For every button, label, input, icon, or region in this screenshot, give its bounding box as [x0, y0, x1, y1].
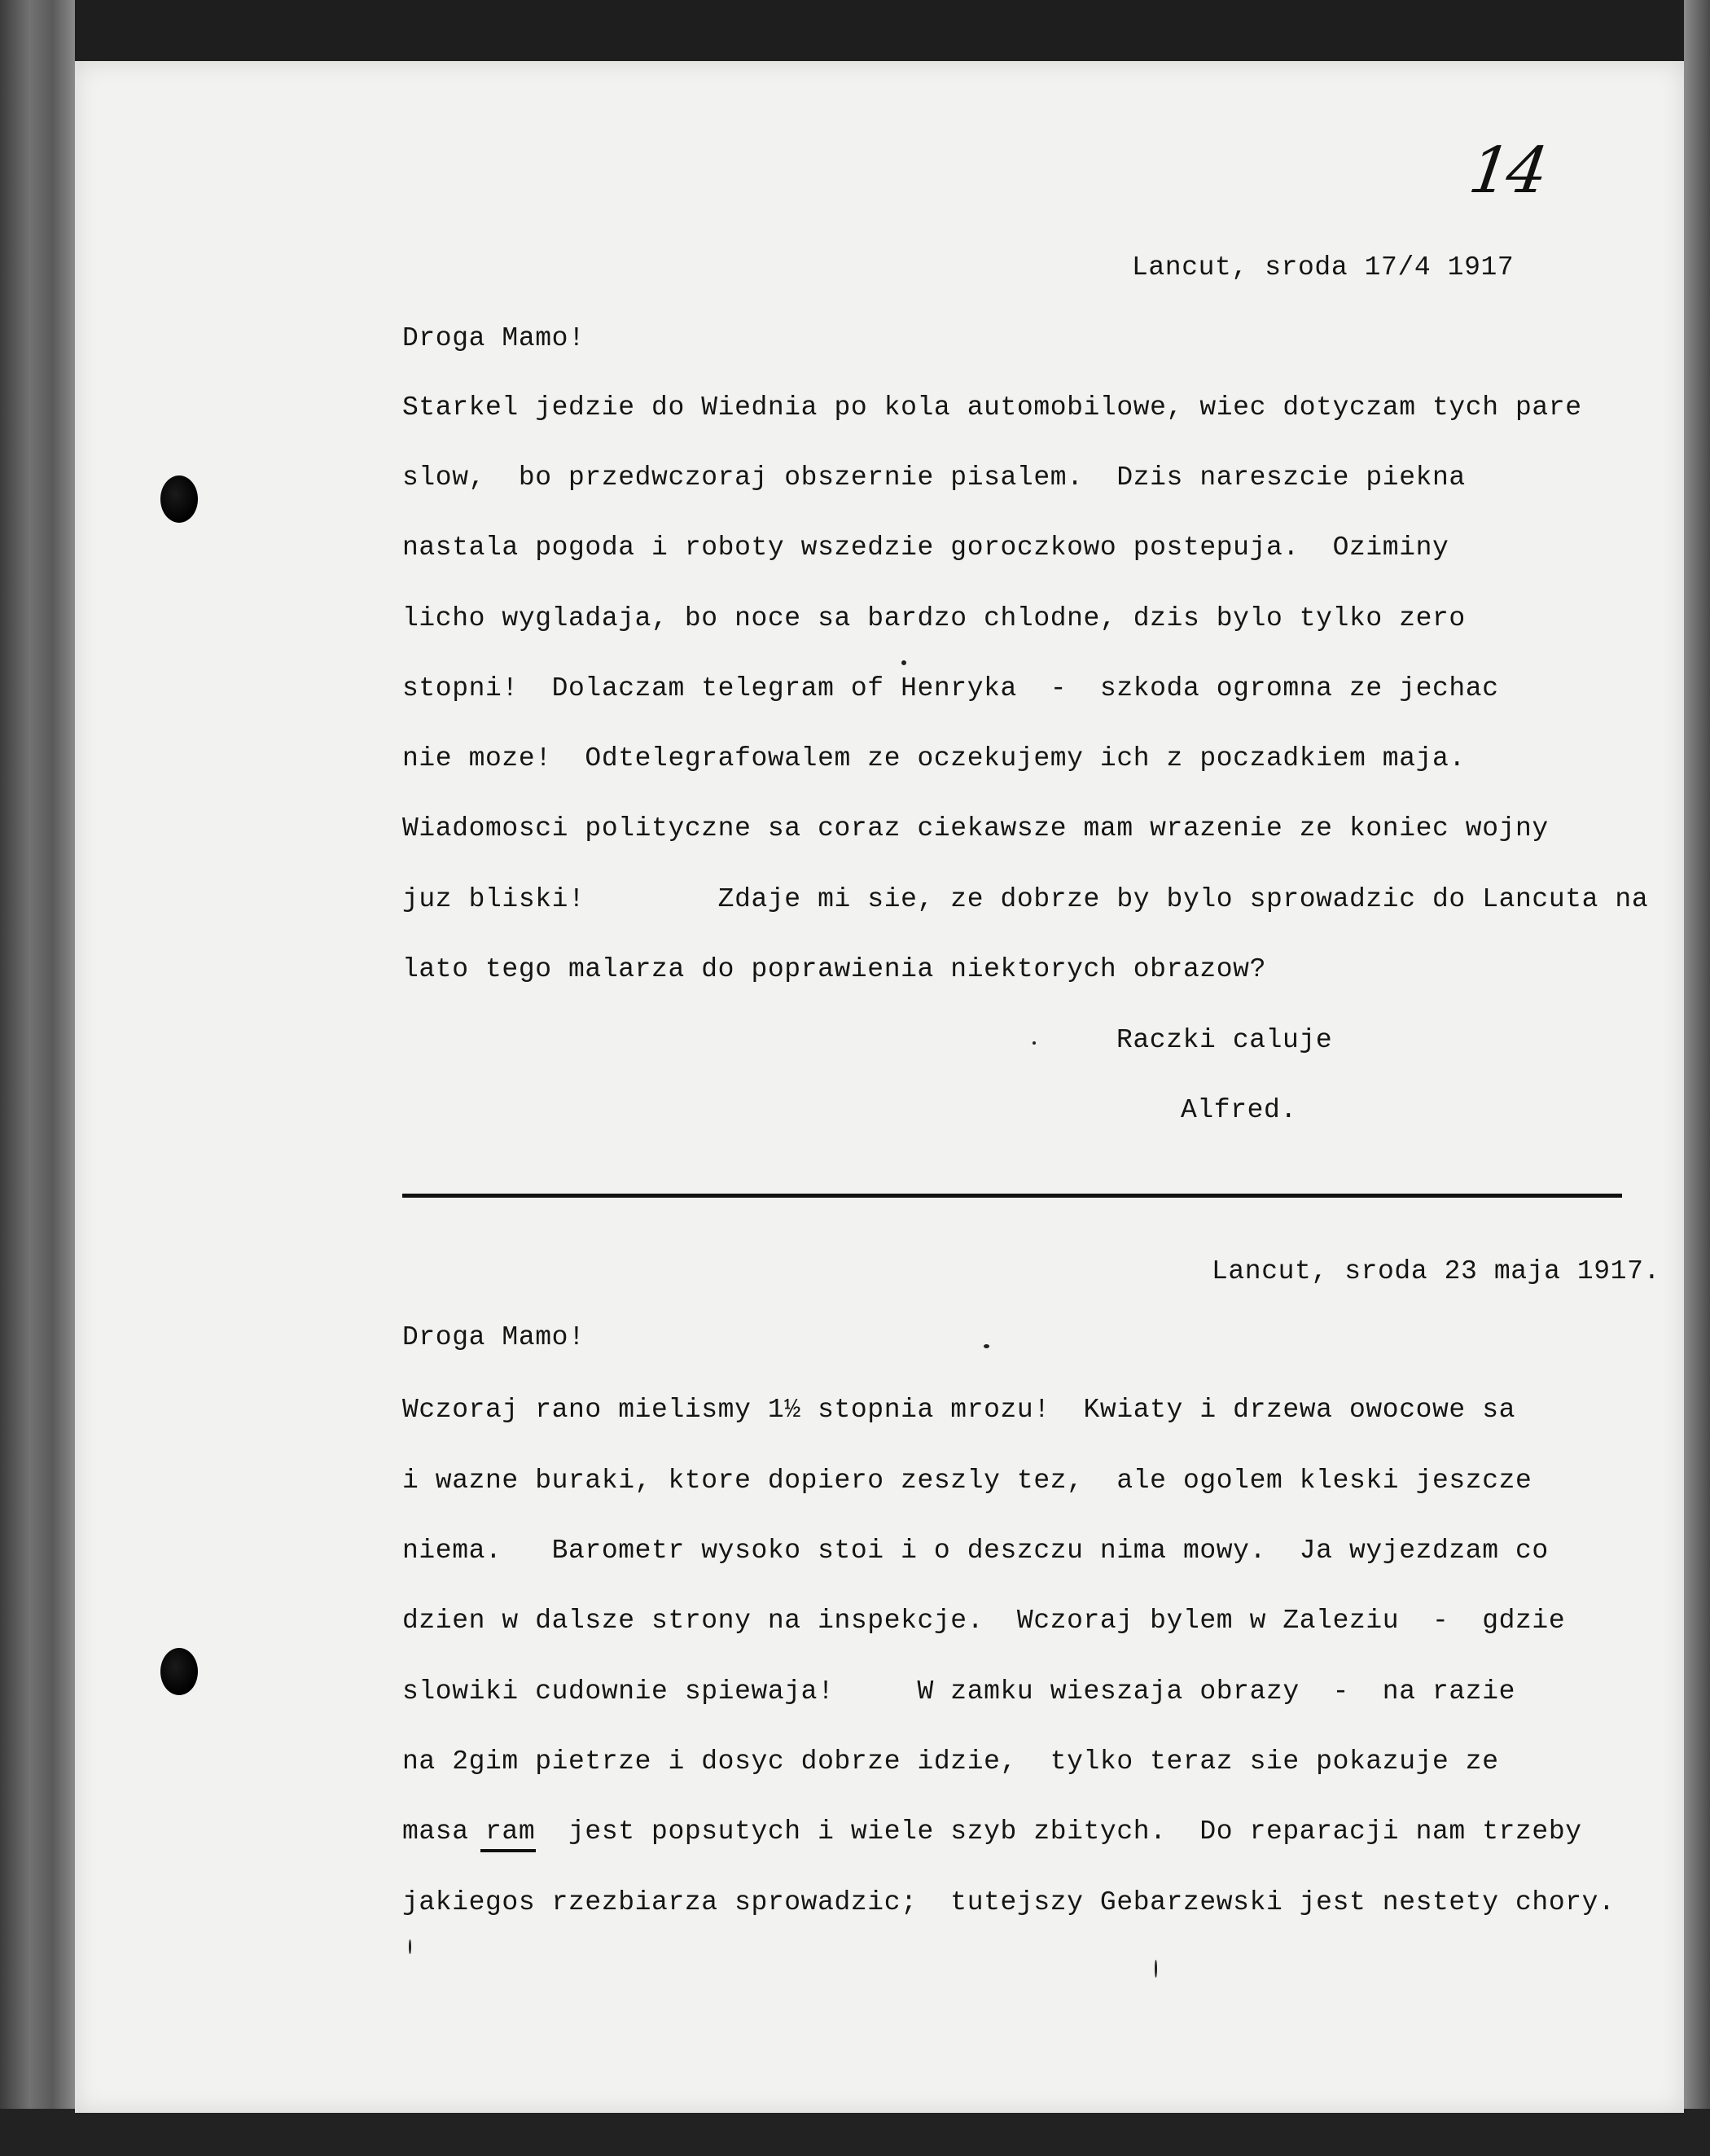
scan-speck — [984, 1344, 989, 1348]
letter2-body-line: masa ram jest popsutych i wiele szyb zbitych. Do reparacji nam trzeby — [402, 1816, 1582, 1847]
letter2-body-line: dzien w dalsze strony na inspekcje. Wczoraj bylem w Zaleziu - gdzie — [402, 1606, 1566, 1636]
letter1-signature: Alfred. — [1181, 1095, 1297, 1125]
page-number: 14 — [1464, 134, 1550, 208]
letter2-body-line: na 2gim pietrze i dosyc dobrze idzie, tylko teraz sie pokazuje ze — [402, 1746, 1499, 1777]
scan-border-left — [0, 0, 75, 2156]
letter2-body-line: i wazne buraki, ktore dopiero zeszly tez, ale ogolem kleski jeszcze — [402, 1466, 1532, 1496]
scan-speck — [901, 660, 906, 665]
punch-hole-top — [160, 475, 198, 523]
letter-divider — [402, 1194, 1622, 1198]
letter1-body-line: lato tego malarza do poprawienia niektorych obrazow? — [402, 954, 1266, 984]
scan-speck — [409, 1939, 411, 1954]
letter1-body-line: slow, bo przedwczoraj obszernie pisalem. Dzis nareszcie piekna — [402, 462, 1466, 493]
letter2-greeting: Droga Mamo! — [402, 1322, 585, 1352]
letter1-body-line: juz bliski! Zdaje mi sie, ze dobrze by bylo sprowadzic do Lancuta na — [402, 884, 1649, 914]
letter1-body-line: nie moze! Odtelegrafowalem ze oczekujemy ich z poczadkiem maja. — [402, 743, 1466, 773]
scan-speck — [1155, 1960, 1157, 1978]
letter2-body-line: slowiki cudownie spiewaja! W zamku wieszaja obrazy - na razie — [402, 1676, 1516, 1707]
punch-hole-bottom — [160, 1648, 198, 1695]
letter2-body-line: niema. Barometr wysoko stoi i o deszczu nima mowy. Ja wyjezdzam co — [402, 1536, 1549, 1566]
letter1-body-line: Starkel jedzie do Wiednia po kola automobilowe, wiec dotyczam tych pare — [402, 392, 1582, 423]
underline-ram — [480, 1849, 536, 1852]
letter1-body-line: Wiadomosci polityczne sa coraz ciekawsze mam wrazenie ze koniec wojny — [402, 813, 1549, 844]
letter2-body-line: Wczoraj rano mielismy 1½ stopnia mrozu! Kwiaty i drzewa owocowe sa — [402, 1395, 1516, 1425]
letter2-dateline: Lancut, sroda 23 maja 1917. — [1212, 1256, 1660, 1286]
letter1-dateline: Lancut, sroda 17/4 1917 — [1132, 252, 1515, 283]
scan-border-right — [1684, 0, 1710, 2156]
letter1-closing: Raczki caluje — [1116, 1025, 1333, 1055]
scan-border-bottom — [0, 2109, 1710, 2156]
letter2-body-line: jakiegos rzezbiarza sprowadzic; tutejszy Gebarzewski jest nestety chory. — [402, 1887, 1616, 1917]
scan-border-top — [0, 0, 1710, 65]
letter1-body-line: stopni! Dolaczam telegram of Henryka - szkoda ogromna ze jechac — [402, 673, 1499, 703]
scan-speck — [1033, 1041, 1036, 1045]
document-page — [75, 61, 1684, 2113]
letter1-body-line: licho wygladaja, bo noce sa bardzo chlodne, dzis bylo tylko zero — [402, 603, 1466, 633]
letter1-greeting: Droga Mamo! — [402, 323, 585, 353]
letter1-body-line: nastala pogoda i roboty wszedzie goroczkowo postepuja. Oziminy — [402, 532, 1449, 563]
